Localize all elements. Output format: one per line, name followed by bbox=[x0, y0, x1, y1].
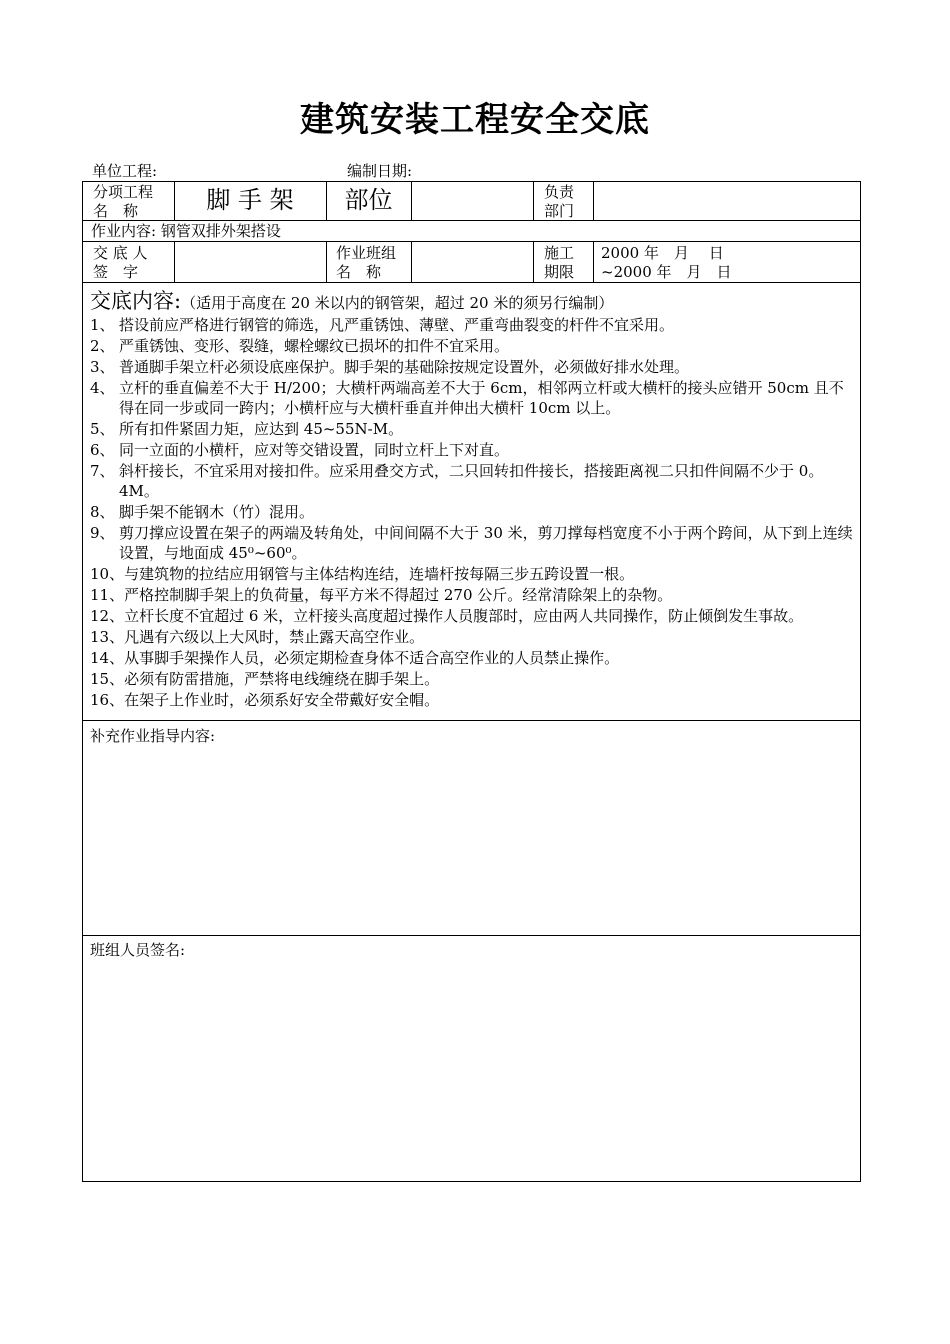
briefing-item bbox=[90, 627, 858, 647]
period-value-line1: 2000 年 月 日 bbox=[601, 244, 724, 262]
dept-label bbox=[544, 183, 574, 221]
signer-label bbox=[93, 244, 148, 282]
briefing-item bbox=[90, 523, 858, 563]
part-label: 部位 bbox=[344, 186, 393, 214]
briefing-content bbox=[90, 289, 858, 711]
briefing-item-text: 从事脚手架操作人员，必须定期检查身体不适合高空作业的人员禁止操作。 bbox=[124, 649, 620, 667]
briefing-item-number: 7、 bbox=[90, 462, 115, 480]
briefing-item-text: 严重锈蚀、变形、裂缝，螺栓螺纹已损坏的扣件不宜采用。 bbox=[119, 337, 510, 355]
col-divider bbox=[326, 241, 327, 282]
briefing-item bbox=[90, 690, 858, 710]
briefing-item-text: 与建筑物的拉结应用钢管与主体结构连结，连墙杆按每隔三步五跨设置一根。 bbox=[124, 565, 635, 583]
team-label-line1: 作业班组 bbox=[336, 244, 397, 262]
item-name-label-line2: 名 称 bbox=[93, 202, 139, 220]
col-divider bbox=[593, 182, 594, 220]
briefing-item-number: 12、 bbox=[90, 607, 125, 625]
briefing-item-number: 1、 bbox=[90, 316, 115, 334]
item-name-label bbox=[93, 183, 153, 221]
briefing-item-text: 同一立面的小横杆，应对等交错设置，同时立杆上下对直。 bbox=[119, 441, 510, 459]
dept-label-line1: 负责 bbox=[544, 183, 575, 201]
briefing-item bbox=[90, 315, 858, 335]
col-divider bbox=[593, 241, 594, 282]
briefing-item-number: 2、 bbox=[90, 337, 115, 355]
briefing-item-number: 10、 bbox=[90, 565, 125, 583]
briefing-item-text: 立杆长度不宜超过 6 米，立杆接头高度超过操作人员腹部时，应由两人共同操作，防止倾倒发生事故。 bbox=[124, 607, 804, 625]
briefing-item bbox=[90, 336, 858, 356]
briefing-item-text: 严格控制脚手架上的负荷量，每平方米不得超过 270 公斤。经常清除架上的杂物。 bbox=[124, 586, 673, 604]
briefing-item-number: 11、 bbox=[90, 586, 125, 604]
briefing-item bbox=[90, 606, 858, 626]
content-heading bbox=[90, 289, 858, 315]
briefing-item-text: 剪刀撑应设置在架子的两端及转角处，中间间隔不大于 30 米，剪刀撑每档宽度不小于两个跨间，从下到上连续设置，与地面成 45⁰~60⁰。 bbox=[119, 524, 853, 562]
briefing-item bbox=[90, 669, 858, 689]
signer-label-line1: 交 底 人 bbox=[93, 244, 148, 262]
briefing-item-text: 所有扣件紧固力矩，应达到 45~55N-M。 bbox=[119, 420, 404, 438]
briefing-item bbox=[90, 357, 858, 377]
content-note: （适用于高度在 20 米以内的钢管架，超过 20 米的须另行编制） bbox=[181, 294, 614, 312]
briefing-item-text: 在架子上作业时，必须系好安全带戴好安全帽。 bbox=[124, 691, 440, 709]
briefing-item-text: 脚手架不能钢木（竹）混用。 bbox=[119, 503, 315, 521]
briefing-item bbox=[90, 440, 858, 460]
content-lead: 交底内容: bbox=[90, 289, 182, 313]
col-divider bbox=[174, 241, 175, 282]
safety-briefing-form bbox=[82, 181, 861, 1182]
compile-date-label: 编制日期: bbox=[347, 162, 413, 180]
row-divider bbox=[83, 720, 860, 721]
signer-label-line2: 签 字 bbox=[93, 263, 139, 281]
briefing-item-number: 8、 bbox=[90, 503, 115, 521]
briefing-item-text: 凡遇有六级以上大风时，禁止露天高空作业。 bbox=[124, 628, 425, 646]
col-divider bbox=[411, 241, 412, 282]
briefing-item-text: 普通脚手架立杆必须设底座保护。脚手架的基础除按规定设置外，必须做好排水处理。 bbox=[119, 358, 690, 376]
team-sign-label: 班组人员签名: bbox=[90, 941, 186, 959]
item-name-label-line1: 分项工程 bbox=[93, 183, 154, 201]
briefing-item-text: 搭设前应严格进行钢管的筛选，凡严重锈蚀、薄壁、严重弯曲裂变的杆件不宜采用。 bbox=[119, 316, 675, 334]
team-name-label bbox=[336, 244, 396, 282]
item-name-value: 脚 手 架 bbox=[206, 186, 294, 214]
col-divider bbox=[533, 241, 534, 282]
row-divider bbox=[83, 241, 860, 242]
period-value-line2: ~2000 年 月 日 bbox=[601, 263, 732, 281]
briefing-item bbox=[90, 648, 858, 668]
row-divider bbox=[83, 220, 860, 221]
row-divider bbox=[83, 935, 860, 936]
team-label-line2: 名 称 bbox=[336, 263, 382, 281]
briefing-item bbox=[90, 564, 858, 584]
briefing-item-number: 4、 bbox=[90, 379, 115, 397]
briefing-item-number: 13、 bbox=[90, 628, 125, 646]
briefing-item-text: 必须有防雷措施，严禁将电线缠绕在脚手架上。 bbox=[124, 670, 440, 688]
briefing-item-number: 14、 bbox=[90, 649, 125, 667]
briefing-items bbox=[90, 315, 858, 710]
briefing-item-number: 6、 bbox=[90, 441, 115, 459]
briefing-item bbox=[90, 419, 858, 439]
row-divider bbox=[83, 282, 860, 283]
briefing-item bbox=[90, 461, 858, 501]
period-label-line1: 施工 bbox=[544, 244, 575, 262]
briefing-item-text: 斜杆接长，不宜采用对接扣件。应采用叠交方式，二只回转扣件接长，搭接距离视二只扣件间隔不少于 0。4M。 bbox=[119, 462, 824, 500]
document-title: 建筑安装工程安全交底 bbox=[300, 100, 650, 140]
briefing-item-number: 3、 bbox=[90, 358, 115, 376]
briefing-item bbox=[90, 378, 858, 418]
briefing-item-number: 9、 bbox=[90, 524, 115, 542]
col-divider bbox=[411, 182, 412, 220]
supplement-label: 补充作业指导内容: bbox=[90, 727, 216, 745]
briefing-item bbox=[90, 502, 858, 522]
work-content: 作业内容: 钢管双排外架搭设 bbox=[91, 222, 281, 240]
period-label-line2: 期限 bbox=[544, 263, 575, 281]
col-divider bbox=[533, 182, 534, 220]
briefing-item-text: 立杆的垂直偏差不大于 H/200；大横杆两端高差不大于 6cm，相邻两立杆或大横杆的接头应错开 50cm 且不得在同一步或同一跨内；小横杆应与大横杆垂直并伸出大横杆 10cm 以上。 bbox=[119, 379, 844, 417]
briefing-item bbox=[90, 585, 858, 605]
dept-label-line2: 部门 bbox=[544, 202, 575, 220]
period-value bbox=[601, 244, 732, 282]
briefing-item-number: 15、 bbox=[90, 670, 125, 688]
briefing-item-number: 5、 bbox=[90, 420, 115, 438]
unit-project-label: 单位工程: bbox=[92, 162, 158, 180]
briefing-item-number: 16、 bbox=[90, 691, 125, 709]
period-label bbox=[544, 244, 574, 282]
